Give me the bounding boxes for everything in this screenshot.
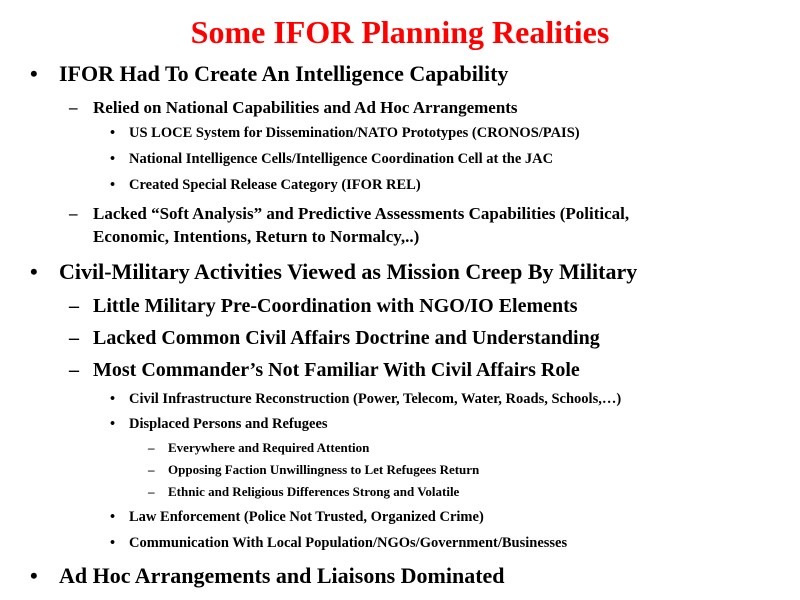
dash-marker: – bbox=[69, 98, 78, 117]
bullet-marker: • bbox=[110, 125, 116, 141]
bullet-marker: • bbox=[30, 61, 38, 86]
detail-item-text: Communication With Local Population/NGOs/Government/Businesses bbox=[129, 535, 568, 551]
sub-item-text: Lacked Common Civil Affairs Doctrine and Understanding bbox=[93, 327, 600, 349]
bullet-marker: • bbox=[110, 416, 116, 432]
sub-item-text-line1: Lacked “Soft Analysis” and Predictive Assessments Capabilities (Political, bbox=[93, 204, 630, 223]
bullet-text: Ad Hoc Arrangements and Liaisons Dominated bbox=[59, 563, 505, 588]
bullet-marker: • bbox=[110, 151, 116, 167]
bullet-marker: • bbox=[30, 563, 38, 588]
sub-detail-text: Ethnic and Religious Differences Strong and Volatile bbox=[168, 484, 460, 499]
detail-item-text: National Intelligence Cells/Intelligence Coordination Cell at the JAC bbox=[129, 151, 554, 167]
bullet-marker: • bbox=[110, 177, 116, 193]
bullet-marker: • bbox=[110, 391, 116, 407]
detail-item-text: Displaced Persons and Refugees bbox=[129, 416, 328, 432]
slide-title: Some IFOR Planning Realities bbox=[190, 14, 610, 50]
dash-marker: – bbox=[69, 359, 79, 381]
dash-marker: – bbox=[69, 295, 79, 317]
bullet-marker: • bbox=[110, 509, 116, 525]
bullet-text: Civil-Military Activities Viewed as Mission Creep By Military bbox=[59, 259, 638, 284]
dash-marker: – bbox=[148, 440, 155, 455]
detail-item-text: Created Special Release Category (IFOR REL) bbox=[129, 177, 421, 193]
dash-marker: – bbox=[69, 204, 78, 223]
bullet-marker: • bbox=[110, 535, 116, 551]
sub-detail-text: Everywhere and Required Attention bbox=[168, 440, 370, 455]
detail-item-text: Law Enforcement (Police Not Trusted, Organized Crime) bbox=[129, 509, 484, 525]
dash-marker: – bbox=[148, 462, 155, 477]
detail-item-text: US LOCE System for Dissemination/NATO Prototypes (CRONOS/PAIS) bbox=[129, 125, 580, 141]
detail-item-text: Civil Infrastructure Reconstruction (Power, Telecom, Water, Roads, Schools,…) bbox=[129, 391, 622, 407]
bullet-marker: • bbox=[30, 259, 38, 284]
sub-item-text: Little Military Pre-Coordination with NGO/IO Elements bbox=[93, 295, 578, 317]
dash-marker: – bbox=[148, 484, 155, 499]
sub-item-text: Most Commander’s Not Familiar With Civil Affairs Role bbox=[93, 359, 580, 381]
sub-item-text: Relied on National Capabilities and Ad Hoc Arrangements bbox=[93, 98, 518, 117]
dash-marker: – bbox=[69, 327, 79, 349]
sub-detail-text: Opposing Faction Unwillingness to Let Refugees Return bbox=[168, 462, 480, 477]
sub-item-text-line2: Economic, Intentions, Return to Normalcy,..) bbox=[93, 227, 420, 246]
bullet-text: IFOR Had To Create An Intelligence Capability bbox=[59, 61, 509, 86]
